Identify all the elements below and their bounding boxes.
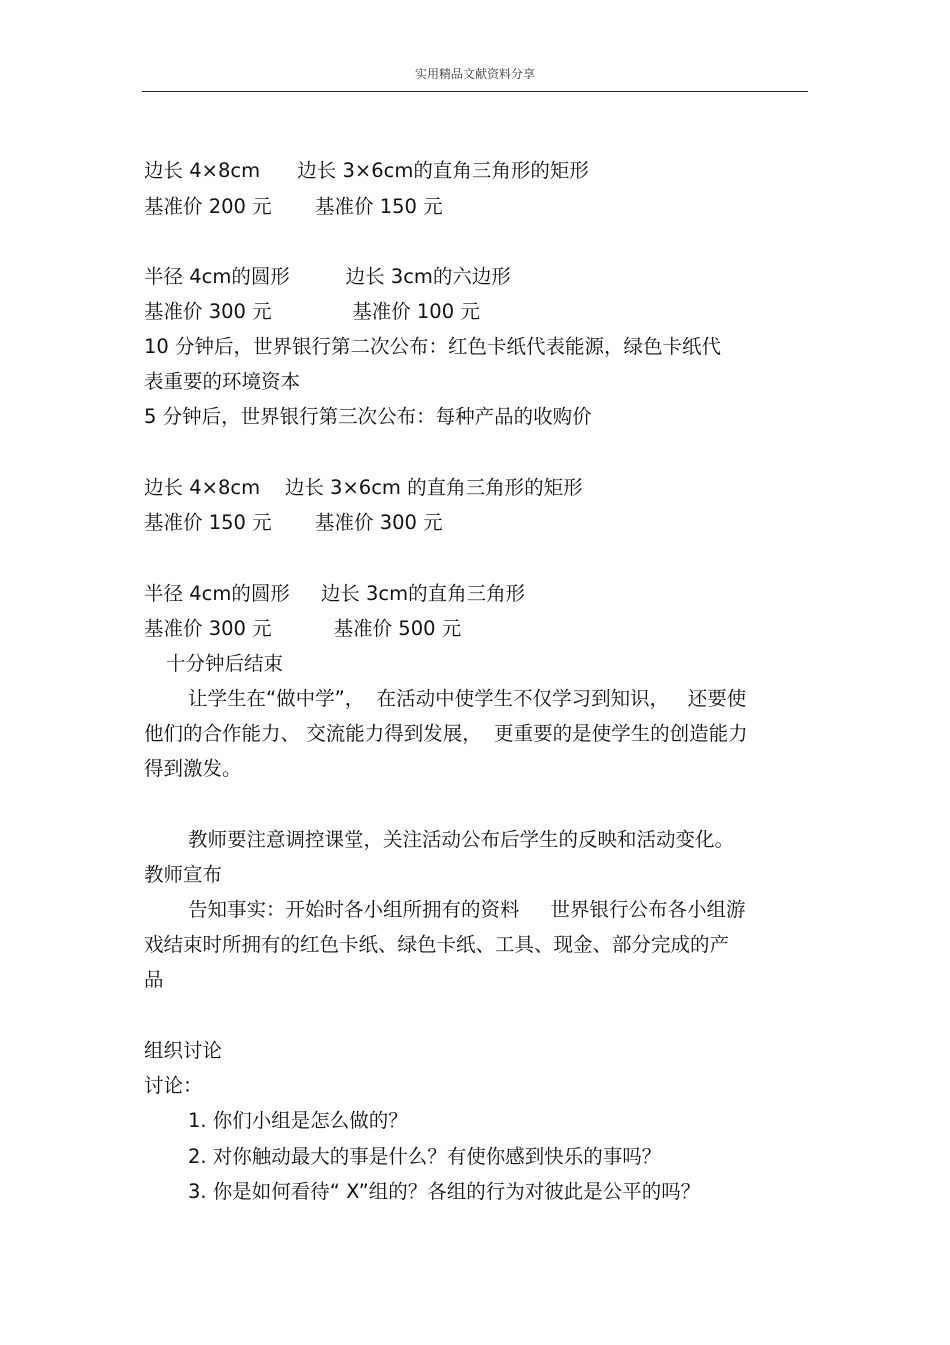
text-line: 组织讨论 bbox=[144, 1039, 223, 1062]
text-line: 得到激发。 bbox=[144, 757, 242, 780]
text-line: 戏结束时所拥有的红色卡纸、绿色卡纸、工具、现金、部分完成的产 bbox=[144, 933, 730, 956]
text-line: 品 bbox=[144, 968, 164, 991]
text-line: 基准价 300 元 基准价 500 元 bbox=[144, 617, 462, 640]
text-line: 基准价 300 元 基准价 100 元 bbox=[144, 300, 480, 323]
text-line: 基准价 150 元 基准价 300 元 bbox=[144, 511, 443, 534]
text-line: 3. 你是如何看待“ X”组的？各组的行为对彼此是公平的吗？ bbox=[188, 1180, 701, 1203]
text-line: 讨论： bbox=[144, 1074, 203, 1097]
text-line: 2. 对你触动最大的事是什么？有使你感到快乐的事吗？ bbox=[188, 1145, 662, 1168]
text-line: 他们的合作能力、 交流能力得到发展， 更重要的是使学生的创造能力 bbox=[144, 722, 748, 745]
text-line: 教师要注意调控课堂，关注活动公布后学生的反映和活动变化。 bbox=[188, 828, 735, 851]
text-line: 边长 4×8cm 边长 3×6cm的直角三角形的矩形 bbox=[144, 159, 589, 182]
text-line: 5 分钟后，世界银行第三次公布：每种产品的收购价 bbox=[144, 405, 592, 428]
text-line: 让学生在“做中学”， 在活动中使学生不仅学习到知识， 还要使 bbox=[188, 687, 747, 710]
text-line: 10 分钟后，世界银行第二次公布：红色卡纸代表能源，绿色卡纸代 bbox=[144, 335, 722, 358]
text-line: 表重要的环境资本 bbox=[144, 370, 301, 393]
text-line: 边长 4×8cm 边长 3×6cm 的直角三角形的矩形 bbox=[144, 476, 583, 499]
text-line: 告知事实：开始时各小组所拥有的资料 世界银行公布各小组游 bbox=[188, 898, 746, 921]
text-line: 1. 你们小组是怎么做的？ bbox=[188, 1109, 408, 1132]
header-rule bbox=[142, 91, 808, 92]
page-header: 实用精品文献资料分享 bbox=[414, 67, 535, 81]
text-line: 基准价 200 元 基准价 150 元 bbox=[144, 195, 443, 218]
text-line: 十分钟后结束 bbox=[166, 652, 284, 675]
text-line: 半径 4cm的圆形 边长 3cm的直角三角形 bbox=[144, 582, 526, 605]
text-line: 教师宣布 bbox=[144, 863, 223, 886]
text-line: 半径 4cm的圆形 边长 3cm的六边形 bbox=[144, 265, 511, 288]
